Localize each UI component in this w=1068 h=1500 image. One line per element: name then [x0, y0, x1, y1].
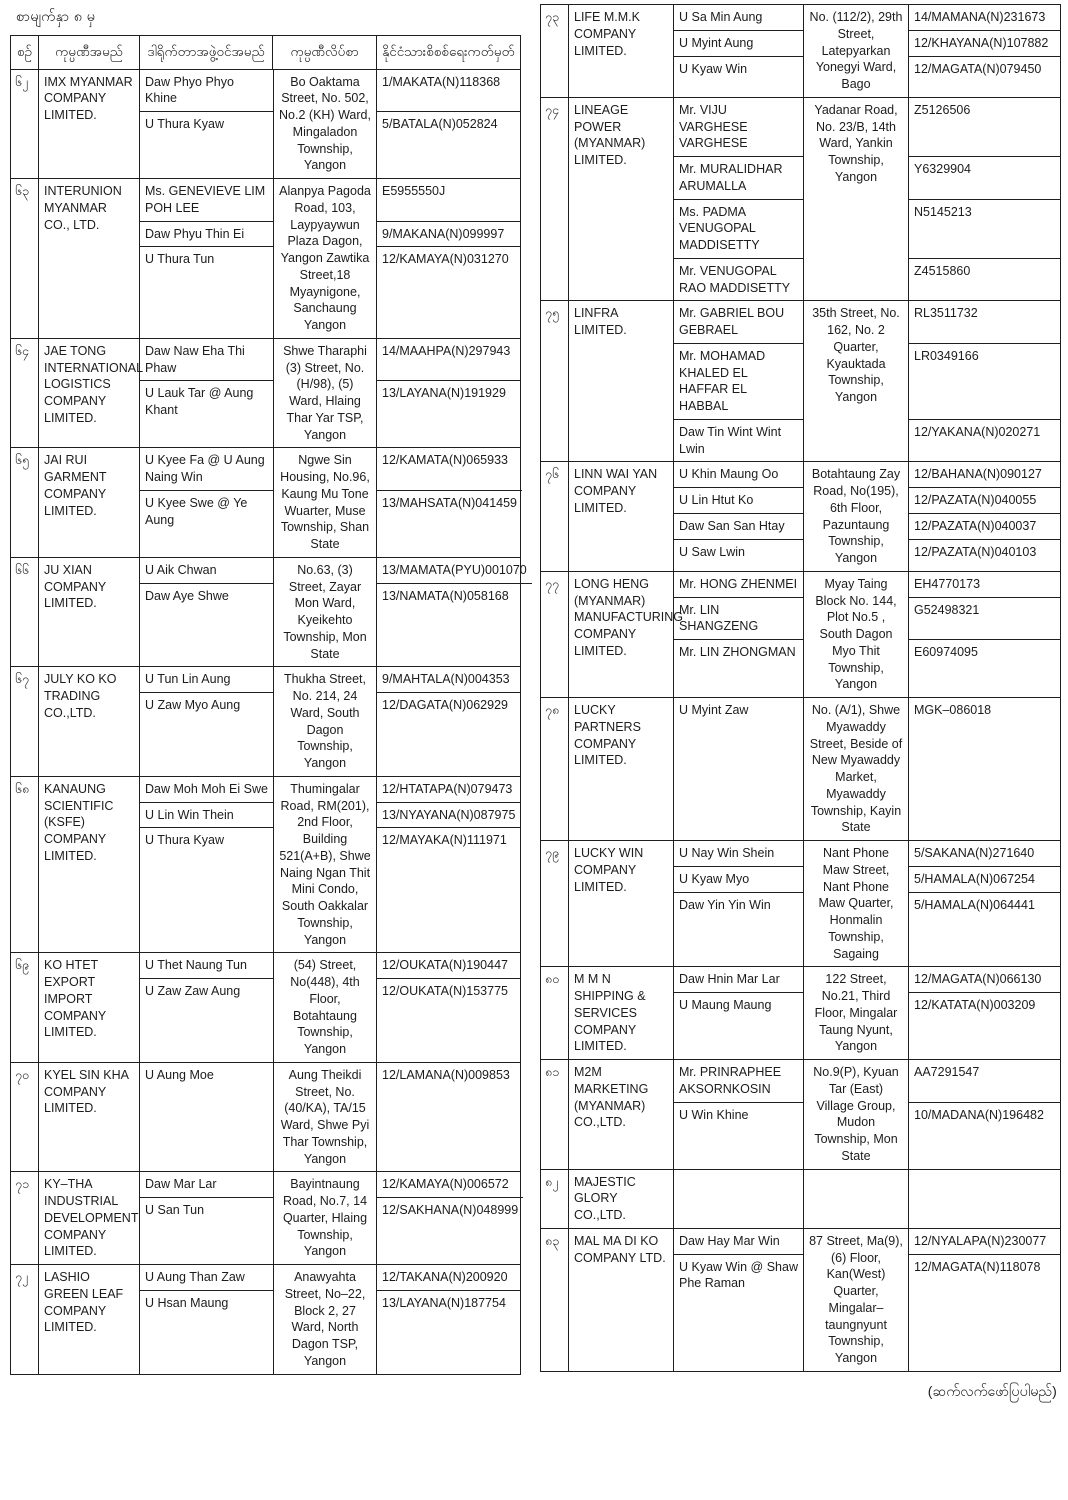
nrc-number: 12/KATATA(N)003209 — [914, 998, 1036, 1012]
table-row — [11, 448, 520, 558]
director-name: U Khin Maung Oo — [674, 462, 803, 488]
company-name: JAI RUI GARMENT COMPANY LIMITED. — [39, 448, 140, 557]
page-title: စာမျက်နှာ ၈ မှ — [16, 9, 96, 25]
nrc-number: 12/MAGATA(N)118078 — [914, 1259, 1041, 1274]
director-name: Daw Hnin Mar Lar — [674, 967, 803, 993]
company-name: LINN WAI YAN COMPANY LIMITED. — [569, 462, 674, 571]
nrc-number: 13/LAYANA(N)187754 — [382, 1295, 506, 1310]
director-name: U Maung Maung — [679, 998, 772, 1012]
table-row — [541, 1060, 1060, 1170]
nrc-number: 12/HTATAPA(N)079473 — [377, 777, 520, 803]
director-name: U Sa Min Aung — [674, 5, 803, 31]
company-address: Bayintnaung Road, No.7, 14 Quarter, Hlaing Township, Yangon — [273, 1172, 377, 1264]
director-name: U Lin Win Thein — [140, 803, 273, 829]
company-name: KO HTET EXPORT IMPORT COMPANY LIMITED. — [39, 953, 140, 1062]
nrc-number: Y6329904 — [909, 157, 1060, 200]
director-name: Mr. VENUGOPAL RAO MADDISETTY — [679, 263, 791, 295]
company-address: 87 Street, Ma(9),(6) Floor, Kan(West) Quarter, Mingalar–taungnyunt Township, Yangon — [803, 1229, 909, 1371]
nrc-number: 5/HAMALA(N)067254 — [909, 867, 1060, 893]
nrc-number: 13/MAMATA(PYU)001070 — [377, 558, 532, 584]
table-row — [541, 5, 1060, 98]
right-column — [540, 4, 1061, 1401]
nrc-number: 12/MAGATA(N)079450 — [914, 61, 1042, 76]
company-name: LONG HENG (MYANMAR) MANUFACTURING COMPANY LIMITED. — [569, 572, 674, 697]
company-name: LIFE M.M.K COMPANY LIMITED. — [569, 5, 674, 97]
table-row — [541, 967, 1060, 1060]
nrc-number: 12/MAGATA(N)066130 — [909, 967, 1060, 993]
director-name: Mr. MOHAMAD KHALED EL HAFFAR EL HABBAL — [674, 344, 803, 420]
row-serial-number: ၇၃ — [541, 5, 569, 97]
company-address: Alanpya Pagoda Road, 103, Laypyaywun Plaza Dagon, Yangon Zawtika Street,18 Myaynigone, Sanchaung Yangon — [273, 179, 377, 338]
director-name: U Aik Chwan — [140, 558, 273, 584]
nrc-number: 13/NYAYANA(N)087975 — [377, 803, 520, 829]
row-serial-number: ၇၁ — [11, 1172, 39, 1264]
nrc-number: 12/OUKATA(N)190447 — [377, 953, 520, 979]
nrc-number: RL3511732 — [909, 301, 1060, 344]
company-name: MAL MA DI KO COMPANY LTD. — [569, 1229, 674, 1371]
nrc-number: E5955550J — [377, 179, 520, 222]
table-row — [541, 698, 1060, 841]
row-serial-number: ၇၂ — [11, 1265, 39, 1374]
nrc-number: 12/LAMANA(N)009853 — [382, 1067, 510, 1082]
director-name: U Kyee Swe @ Ye Aung — [145, 495, 248, 527]
director-name — [674, 1170, 803, 1228]
company-address: 35th Street, No. 162, No. 2 Quarter, Kyauktada Township, Yangon — [803, 301, 909, 461]
director-name: U Zaw Zaw Aung — [145, 984, 241, 998]
director-name: U Lin Htut Ko — [674, 488, 803, 514]
director-name: Ms. GENEVIEVE LIM POH LEE — [140, 179, 273, 222]
nrc-number: 12/OUKATA(N)153775 — [382, 984, 508, 998]
table-row — [11, 1172, 520, 1265]
nrc-number: 12/NYALAPA(N)230077 — [909, 1229, 1060, 1255]
nrc-number: 10/MADANA(N)196482 — [914, 1107, 1044, 1122]
row-serial-number: ၇၀ — [11, 1063, 39, 1172]
nrc-number: N5145213 — [909, 200, 1060, 259]
nrc-number: 12/BAHANA(N)090127 — [909, 462, 1060, 488]
table-row — [541, 98, 1060, 302]
company-name: M M N SHIPPING & SERVICES COMPANY LIMITED. — [569, 967, 674, 1059]
row-serial-number: ၇၉ — [541, 841, 569, 966]
nrc-number: 12/PAZATA(N)040037 — [909, 514, 1060, 540]
company-address: No.63, (3) Street, Zayar Mon Ward, Kyeikehto Township, Mon State — [273, 558, 377, 667]
company-name: JULY KO KO TRADING CO.,LTD. — [39, 667, 140, 776]
company-name: KYEL SIN KHA COMPANY LIMITED. — [39, 1063, 140, 1172]
director-name: Daw Tin Wint Wint Lwin — [679, 424, 782, 456]
nrc-number: 12/TAKANA(N)200920 — [377, 1265, 520, 1291]
director-name: Daw Mar Lar — [140, 1172, 273, 1198]
nrc-number: 12/KAMATA(N)065933 — [377, 448, 522, 491]
table-body-right — [541, 5, 1060, 1371]
director-name: U Saw Lwin — [679, 544, 745, 559]
nrc-number — [909, 1170, 1060, 1228]
row-serial-number: ၇၆ — [541, 462, 569, 571]
table-row — [11, 1063, 520, 1173]
director-name: U Myint Aung — [674, 31, 803, 57]
director-name: U Tun Lin Aung — [140, 667, 273, 693]
nrc-number: 5/SAKANA(N)271640 — [909, 841, 1060, 867]
company-address: Thukha Street, No. 214, 24 Ward, South Dagon Township, Yangon — [273, 667, 377, 776]
nrc-number: 12/KAMAYA(N)031270 — [382, 252, 509, 267]
nrc-number: 5/BATALA(N)052824 — [382, 117, 498, 131]
company-name: LUCKY PARTNERS COMPANY LIMITED. — [569, 698, 674, 840]
director-name: U Lauk Tar @ Aung Khant — [145, 386, 254, 417]
director-name: Daw Naw Eha Thi Phaw — [140, 339, 273, 382]
company-name: JAE TONG INTERNATIONAL LOGISTICS COMPANY LIMITED. — [39, 339, 140, 448]
company-name: IMX MYANMAR COMPANY LIMITED. — [39, 70, 140, 179]
table-row — [11, 667, 520, 777]
header-company-address: ကုမ္ပဏီလိပ်စာ — [273, 36, 377, 68]
row-serial-number: ၈၃ — [541, 1229, 569, 1371]
header-nrc-number: နိုင်ငံသားစိစစ်ရေးကတ်မှတ် — [382, 44, 515, 60]
nrc-number: 9/MAHTALA(N)004353 — [377, 667, 520, 693]
row-serial-number: ၇၈ — [541, 698, 569, 840]
nrc-number: 12/PAZATA(N)040055 — [909, 488, 1060, 514]
director-name: Mr. LIN SHANGZENG — [674, 598, 803, 641]
nrc-number: 13/MAHSATA(N)041459 — [382, 495, 518, 510]
row-serial-number: ၆၂ — [11, 70, 39, 179]
company-name: MAJESTIC GLORY CO.,LTD. — [569, 1170, 674, 1228]
director-name: Daw Phyo Phyo Khine — [140, 70, 273, 113]
row-serial-number: ၆၄ — [11, 339, 39, 448]
company-name: KY–THA INDUSTRIAL DEVELOPMENT COMPANY LIMITED. — [39, 1172, 140, 1264]
table-row — [11, 339, 520, 449]
row-serial-number: ၈၀ — [541, 967, 569, 1059]
company-name: M2M MARKETING (MYANMAR) CO.,LTD. — [569, 1060, 674, 1169]
director-name: U Kyaw Myo — [674, 867, 803, 893]
nrc-number: 12/MAYAKA(N)111971 — [382, 833, 507, 848]
nrc-number: 5/HAMALA(N)064441 — [914, 897, 1035, 912]
company-address — [803, 1170, 909, 1228]
director-name: U Thet Naung Tun — [140, 953, 273, 979]
nrc-number: 13/LAYANA(N)191929 — [382, 386, 506, 401]
company-name: LINFRA LIMITED. — [569, 301, 674, 461]
company-name: JU XIAN COMPANY LIMITED. — [39, 558, 140, 667]
nrc-number: E60974095 — [914, 645, 978, 659]
director-name: U Kyee Fa @ U Aung Naing Win — [140, 448, 273, 491]
table-row — [11, 953, 520, 1063]
director-name: Daw Hay Mar Win — [674, 1229, 803, 1255]
director-name: U Zaw Myo Aung — [145, 698, 241, 712]
director-name: U Thura Kyaw — [145, 117, 224, 131]
nrc-number: 14/MAAHPA(N)297943 — [377, 339, 520, 382]
table-header-row — [11, 36, 520, 69]
company-address: Aung Theikdi Street, No. (40/KA), TA/15 Ward, Shwe Pyi Thar Township, Yangon — [273, 1063, 377, 1172]
company-address: Myay Taing Block No. 144, Plot No.5 , South Dagon Myo Thit Township, Yangon — [803, 572, 909, 697]
row-serial-number: ၆၆ — [11, 558, 39, 667]
nrc-number: AA7291547 — [909, 1060, 1060, 1103]
company-table-right — [540, 4, 1061, 1372]
nrc-number: 1/MAKATA(N)118368 — [377, 70, 520, 113]
row-serial-number: ၆၃ — [11, 179, 39, 338]
table-row — [11, 179, 520, 339]
company-name: LUCKY WIN COMPANY LIMITED. — [569, 841, 674, 966]
nrc-number: MGK–086018 — [914, 703, 992, 717]
company-table-left — [10, 35, 527, 1374]
row-serial-number: ၈၁ — [541, 1060, 569, 1169]
nrc-number: 12/DAGATA(N)062929 — [382, 698, 508, 712]
table-row — [541, 1170, 1060, 1229]
director-name: Daw Phyu Thin Ei — [140, 222, 273, 248]
company-address: Shwe Tharaphi (3) Street, No.(H/98), (5) Ward, Hlaing Thar Yar TSP, Yangon — [273, 339, 377, 448]
company-address: Ngwe Sin Housing, No.96, Kaung Mu Tone Wuarter, Muse Township, Shan State — [273, 448, 377, 557]
company-address: Botahtaung Zay Road, No(195), 6th Floor, Pazuntaung Township, Yangon — [803, 462, 909, 571]
company-address: Thumingalar Road, RM(201), 2nd Floor, Building 521(A+B), Shwe Naing Ngan Thit Mini Condo, South Oakkalar Township, Yangon — [273, 777, 377, 953]
company-address: (54) Street, No(448), 4th Floor, Botahtaung Township, Yangon — [273, 953, 377, 1062]
company-name: KANAUNG SCIENTIFIC (KSFE) COMPANY LIMITED. — [39, 777, 140, 953]
nrc-number: 9/MAKANA(N)099997 — [377, 222, 520, 248]
director-name: Ms. PADMA VENUGOPAL MADDISETTY — [674, 200, 803, 259]
left-column — [10, 6, 527, 1375]
company-address: Anawyahta Street, No–22, Block 2, 27 Ward, North Dagon TSP, Yangon — [273, 1265, 377, 1374]
director-name: Daw Moh Moh Ei Swe — [140, 777, 273, 803]
header-company-name: ကုမ္ပဏီအမည် — [39, 36, 140, 68]
director-name: U Kyaw Win — [679, 61, 748, 76]
row-serial-number: ၇၇ — [541, 572, 569, 697]
header-directors: ဒါရိုက်တာအဖွဲ့ဝင်အမည် — [140, 36, 273, 68]
nrc-number: EH4770173 — [909, 572, 1060, 598]
table-row — [541, 301, 1060, 462]
table-row — [11, 70, 520, 180]
director-name: Mr. MURALIDHAR ARUMALLA — [674, 157, 803, 200]
table-row — [11, 1265, 520, 1374]
company-address: No. (A/1), Shwe Myawaddy Street, Beside of New Myawaddy Market, Myawaddy Township, Kayin State — [803, 698, 909, 840]
director-name: Mr. VIJU VARGHESE VARGHESE — [674, 98, 803, 157]
nrc-number: Z5126506 — [909, 98, 1060, 157]
director-name: Daw San San Htay — [674, 514, 803, 540]
company-address: Yadanar Road, No. 23/B, 14th Ward, Yankin Township, Yangon — [803, 98, 909, 301]
nrc-number: 12/PAZATA(N)040103 — [914, 544, 1037, 559]
company-address: 122 Street, No.21, Third Floor, Mingalar Taung Nyunt, Yangon — [803, 967, 909, 1059]
company-address: No.9(P), Kyuan Tar (East) Village Group, Mudon Township, Mon State — [803, 1060, 909, 1169]
row-serial-number: ၇၅ — [541, 301, 569, 461]
table-row — [541, 572, 1060, 698]
director-name: Daw Yin Yin Win — [679, 897, 771, 912]
company-address: No. (112/2), 29th Street, Latepyarkan Yonegyi Ward, Bago — [803, 5, 909, 97]
continuation-note: (ဆက်လက်ဖော်ပြပါမည်) — [927, 1382, 1057, 1399]
company-address: Bo Oaktama Street, No. 502, No.2 (KH) Ward, Mingaladon Township, Yangon — [273, 70, 377, 179]
company-name: INTERUNION MYANMAR CO., LTD. — [39, 179, 140, 338]
director-name: U Win Khine — [679, 1107, 749, 1122]
director-name: U Aung Moe — [145, 1067, 214, 1082]
table-row — [541, 841, 1060, 967]
nrc-number: 14/MAMANA(N)231673 — [909, 5, 1060, 31]
table-body-left — [11, 70, 527, 1374]
row-serial-number: ၈၂ — [541, 1170, 569, 1228]
row-serial-number: ၆၈ — [11, 777, 39, 953]
director-name: U Myint Zaw — [679, 703, 749, 717]
table-row — [541, 1229, 1060, 1371]
director-name: Mr. GABRIEL BOU GEBRAEL — [674, 301, 803, 344]
nrc-number: 13/NAMATA(N)058168 — [382, 588, 509, 603]
table-row — [11, 558, 527, 668]
company-name: LASHIO GREEN LEAF COMPANY LIMITED. — [39, 1265, 140, 1374]
director-name: Mr. LIN ZHONGMAN — [679, 645, 796, 659]
table-row — [11, 777, 520, 954]
director-name: U Hsan Maung — [145, 1295, 229, 1310]
header-serial: စဉ် — [11, 36, 39, 68]
director-name: U Thura Tun — [145, 252, 215, 267]
director-name: U Kyaw Win @ Shaw Phe Raman — [679, 1259, 798, 1291]
director-name: Daw Aye Shwe — [145, 588, 229, 603]
director-name: U Aung Than Zaw — [140, 1265, 273, 1291]
nrc-number: 12/YAKANA(N)020271 — [914, 424, 1041, 439]
row-serial-number: ၆၇ — [11, 667, 39, 776]
nrc-number: Z4515860 — [914, 263, 971, 278]
company-name: LINEAGE POWER (MYANMAR) LIMITED. — [569, 98, 674, 301]
row-serial-number: ၇၄ — [541, 98, 569, 301]
director-name: U San Tun — [145, 1203, 205, 1217]
director-name: U Thura Kyaw — [145, 833, 224, 848]
company-address: Nant Phone Maw Street, Nant Phone Maw Quarter, Honmalin Township, Sagaing — [803, 841, 909, 966]
row-serial-number: ၆၉ — [11, 953, 39, 1062]
director-name: U Nay Win Shein — [674, 841, 803, 867]
nrc-number: 12/SAKHANA(N)048999 — [382, 1203, 519, 1217]
nrc-number: G52498321 — [909, 598, 1060, 641]
director-name: Mr. HONG ZHENMEI — [674, 572, 803, 598]
nrc-number: 12/KAMAYA(N)006572 — [377, 1172, 523, 1198]
row-serial-number: ၆၅ — [11, 448, 39, 557]
nrc-number: 12/KHAYANA(N)107882 — [909, 31, 1060, 57]
director-name: Mr. PRINRAPHEE AKSORNKOSIN — [674, 1060, 803, 1103]
table-row — [541, 462, 1060, 572]
nrc-number: LR0349166 — [909, 344, 1060, 420]
